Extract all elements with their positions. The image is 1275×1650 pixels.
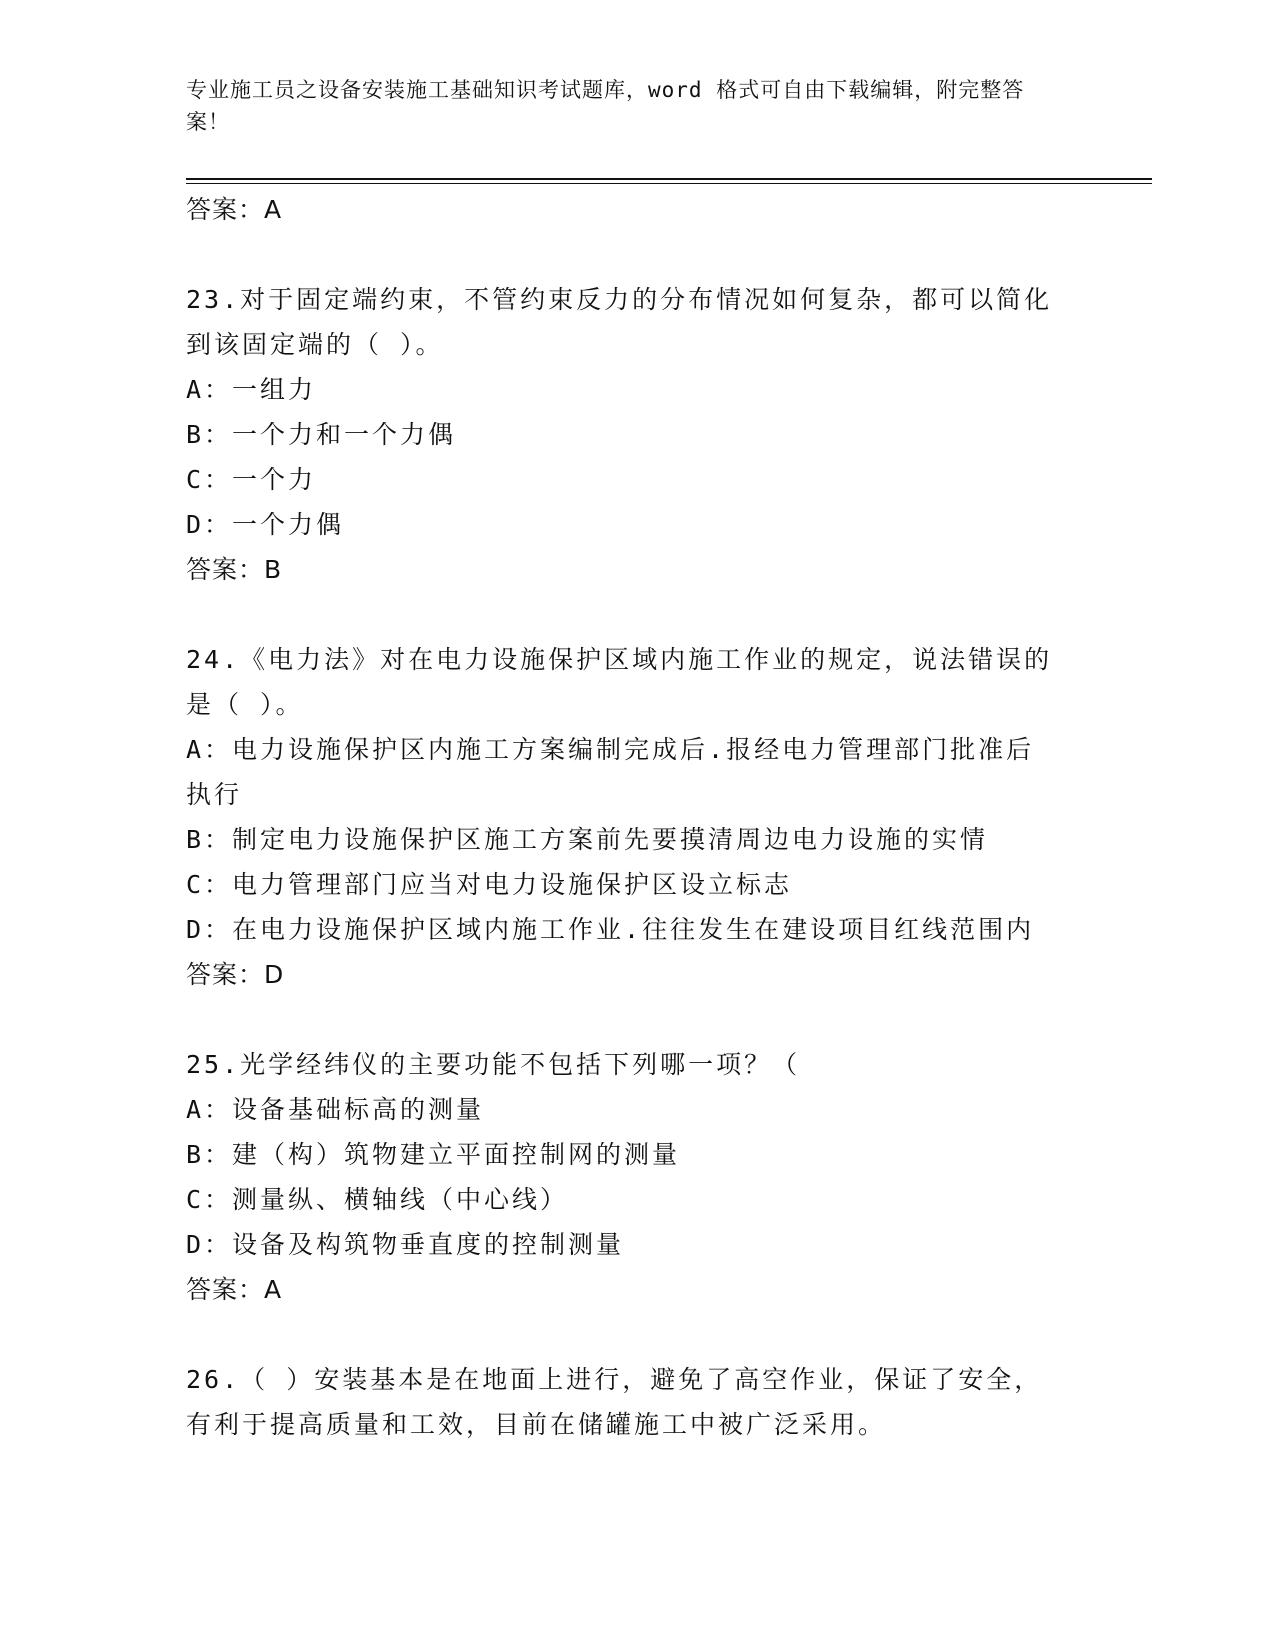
option-c: C：测量纵、横轴线（中心线）	[186, 1185, 569, 1214]
question-stem: 25.光学经纬仪的主要功能不包括下列哪一项？（	[186, 1050, 801, 1079]
option-d: D：一个力偶	[186, 510, 345, 539]
answer-line: 答案：A	[186, 195, 283, 224]
spacer	[186, 232, 1086, 277]
option-a: A：设备基础标高的测量	[186, 1095, 485, 1124]
question-stem: 有利于提高质量和工效，目前在储罐施工中被广泛采用。	[186, 1410, 887, 1439]
option-a: A：一组力	[186, 375, 317, 404]
spacer	[186, 592, 1086, 637]
header-rule-thin	[186, 183, 1152, 184]
question-23	[186, 277, 1086, 592]
spacer	[186, 1312, 1086, 1357]
question-26	[186, 1357, 1086, 1447]
answer-line: 答案：A	[186, 1275, 283, 1304]
question-stem: 23.对于固定端约束，不管约束反力的分布情况如何复杂，都可以简化	[186, 285, 1053, 314]
spacer	[186, 997, 1086, 1042]
option-d: D：在电力设施保护区域内施工作业.往往发生在建设项目红线范围内	[186, 915, 1035, 944]
option-c: C：电力管理部门应当对电力设施保护区设立标志	[186, 870, 793, 899]
option-a: A：电力设施保护区内施工方案编制完成后.报经电力管理部门批准后	[186, 735, 1035, 764]
option-a-continued: 执行	[186, 780, 243, 809]
question-25	[186, 1042, 1086, 1312]
option-b: B：制定电力设施保护区施工方案前先要摸清周边电力设施的实情	[186, 825, 989, 854]
question-stem: 26.（ ）安装基本是在地面上进行，避免了高空作业，保证了安全，	[186, 1365, 1043, 1394]
option-b: B：建（构）筑物建立平面控制网的测量	[186, 1140, 681, 1169]
option-d: D：设备及构筑物垂直度的控制测量	[186, 1230, 625, 1259]
answer-line: 答案：D	[186, 960, 285, 989]
document-header: 专业施工员之设备安装施工基础知识考试题库，word 格式可自由下载编辑，附完整答案！	[186, 78, 1025, 134]
question-stem: 24.《电力法》对在电力设施保护区域内施工作业的规定，说法错误的	[186, 645, 1053, 674]
question-list	[186, 187, 1086, 1447]
question-stem: 到该固定端的（ ）。	[186, 330, 444, 359]
question-24	[186, 637, 1086, 997]
answer-line: 答案：B	[186, 555, 283, 584]
question-stem: 是（ ）。	[186, 690, 304, 719]
option-c: C：一个力	[186, 465, 317, 494]
option-b: B：一个力和一个力偶	[186, 420, 457, 449]
header-rule-thick	[186, 178, 1152, 180]
